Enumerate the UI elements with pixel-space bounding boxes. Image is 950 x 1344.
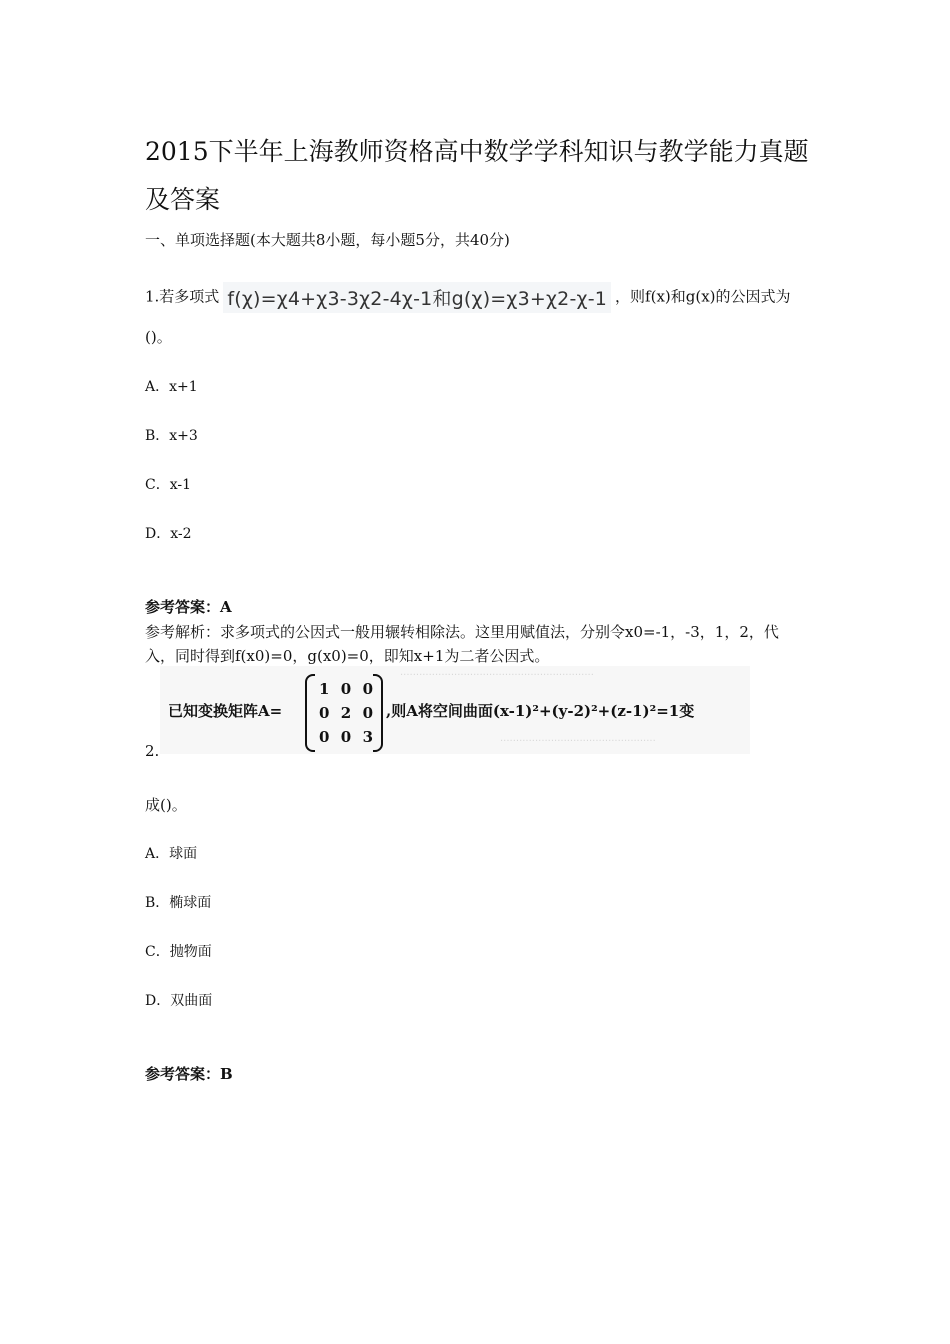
figure-text-suffix: ,则A将空间曲面(x-1)²+(y-2)²+(z-1)²=1变 <box>386 702 695 720</box>
matrix-cell: 0 <box>340 728 352 746</box>
question-2-option-a: A．球面 <box>145 846 198 862</box>
section-heading: 一、单项选择题(本大题共8小题，每小题5分，共40分) <box>145 231 510 249</box>
matrix-cell: 0 <box>362 680 373 698</box>
question-1-suffix: ，则f(x)和g(x)的公因式为 <box>615 287 791 306</box>
question-2-stem-line2: 成()。 <box>145 796 187 814</box>
question-2-answer <box>145 1063 233 1084</box>
question-1-prefix: 1.若多项式 <box>145 287 220 306</box>
question-2-option-b: B．椭球面 <box>145 895 212 911</box>
answer-label: 参考答案： <box>145 1065 221 1083</box>
question-1-stem-line2: ()。 <box>145 328 172 346</box>
matrix-cell: 0 <box>362 704 373 722</box>
matrix-cell: 0 <box>319 704 330 722</box>
question-1-analysis-line1: 参考解析：求多项式的公因式一般用辗转相除法。这里用赋值法，分别令x0=-1，-3，1，2，代 <box>145 623 779 641</box>
question-2-option-d: D．双曲面 <box>145 993 213 1009</box>
faint-background-text: ····························································· <box>400 670 594 681</box>
document-title: 2015下半年上海教师资格高中数学学科知识与教学能力真题及答案 <box>145 137 809 214</box>
matrix-left-bracket <box>305 674 315 752</box>
matrix-row <box>319 680 373 698</box>
matrix-cell: 0 <box>340 680 352 698</box>
matrix-cell: 1 <box>319 680 330 698</box>
matrix-row <box>319 728 373 746</box>
matrix-cell: 2 <box>340 704 352 722</box>
matrix-cell: 0 <box>319 728 330 746</box>
question-2-figure <box>160 666 750 754</box>
matrix-cell: 3 <box>362 728 373 746</box>
question-1-stem <box>145 282 791 313</box>
question-1-option-c: C．x-1 <box>145 477 191 493</box>
figure-text-prefix: 已知变换矩阵A= <box>168 702 283 720</box>
question-1-answer <box>145 596 232 617</box>
question-1-option-d: D．x-2 <box>145 526 192 542</box>
matrix-right-bracket <box>373 674 383 752</box>
question-1-option-a: A．x+1 <box>145 379 198 395</box>
faint-background-text: ················································· <box>500 736 656 747</box>
matrix-row <box>319 704 373 722</box>
answer-value: A <box>220 598 232 616</box>
question-1-analysis-line2: 入，同时得到f(x0)=0，g(x0)=0，即知x+1为二者公因式。 <box>145 647 550 665</box>
answer-value: B <box>220 1065 233 1083</box>
question-2-number: 2. <box>145 742 160 760</box>
answer-label: 参考答案： <box>145 598 221 616</box>
question-1-option-b: B．x+3 <box>145 428 198 444</box>
transform-matrix <box>305 674 383 750</box>
question-2-option-c: C．抛物面 <box>145 944 212 960</box>
question-1-formula-image: f(χ)=χ4+χ3-3χ2-4χ-1和g(χ)=χ3+χ2-χ-1 <box>223 282 611 313</box>
